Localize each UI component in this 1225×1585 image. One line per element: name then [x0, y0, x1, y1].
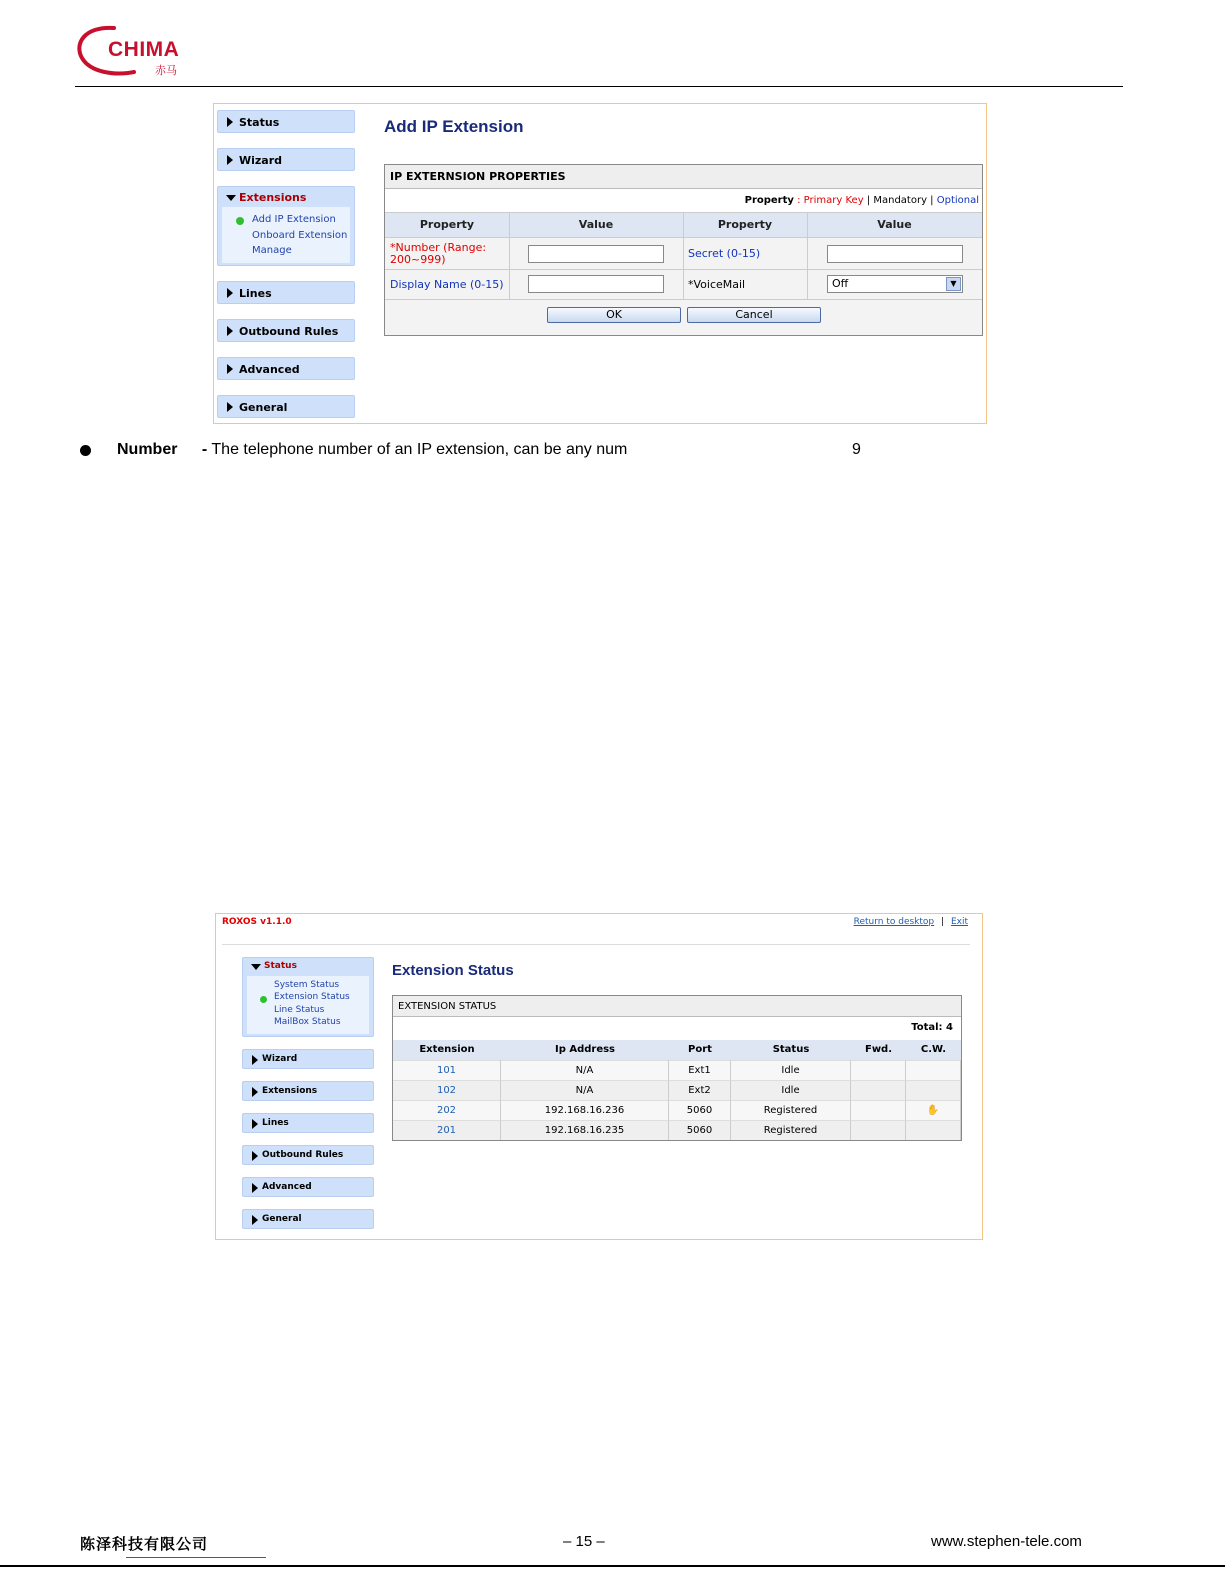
nav-outbound-rules-label: Outbound Rules [239, 325, 339, 338]
logo-text: CHIMA [108, 38, 180, 61]
column-header: Ip Address [501, 1040, 669, 1060]
nav-lines-label: Lines [239, 287, 272, 300]
voicemail-label: *VoiceMail [683, 270, 807, 299]
secret-label: Secret (0-15) [683, 238, 807, 269]
nav-advanced-label: Advanced [239, 363, 300, 376]
expand-arrow-icon [227, 288, 233, 298]
nav-status [242, 957, 374, 1037]
legend-separator: | [863, 195, 874, 206]
extension-status-table [392, 995, 962, 1141]
voicemail-select[interactable] [827, 275, 963, 293]
extension-link[interactable]: 201 [393, 1120, 501, 1140]
table-cell: N/A [501, 1060, 669, 1080]
nav-outbound-rules[interactable] [242, 1145, 374, 1165]
nav-lines[interactable] [217, 281, 355, 304]
legend-optional: Optional [936, 195, 979, 206]
table-cell: Ext2 [669, 1080, 731, 1100]
column-header: Property [683, 213, 807, 237]
nav-outbound-rules-label: Outbound Rules [262, 1150, 344, 1160]
ip-extension-properties-table [384, 164, 983, 336]
legend [745, 195, 979, 206]
nav-advanced[interactable] [242, 1177, 374, 1197]
nav-extensions-submenu [222, 207, 350, 263]
page-title: Add IP Extension [384, 117, 524, 136]
nav-wizard[interactable] [242, 1049, 374, 1069]
collapse-arrow-icon [251, 964, 261, 970]
divider [385, 237, 982, 238]
nav-status[interactable] [217, 110, 355, 133]
collapse-arrow-icon [226, 195, 236, 201]
column-header: Status [731, 1040, 851, 1060]
voicemail-selected-value: Off [832, 277, 849, 290]
table-title: IP EXTERNSION PROPERTIES [385, 165, 982, 189]
expand-arrow-icon [252, 1183, 258, 1193]
column-header: Fwd. [851, 1040, 906, 1060]
ok-button[interactable]: OK [547, 307, 681, 323]
nav-general-label: General [262, 1214, 302, 1224]
nav-advanced-label: Advanced [262, 1182, 312, 1192]
nav-wizard[interactable] [217, 148, 355, 171]
divider [509, 213, 510, 299]
column-header: Value [509, 213, 683, 237]
table-cell [906, 1080, 961, 1100]
table-cell: 5060 [669, 1100, 731, 1120]
legend-property: Property [744, 195, 794, 206]
table-cell [851, 1120, 906, 1140]
nav-general-label: General [239, 401, 288, 414]
extension-link[interactable]: 202 [393, 1100, 501, 1120]
number-description [117, 441, 627, 459]
nav-lines-label: Lines [262, 1118, 289, 1128]
table-cell: Registered [731, 1100, 851, 1120]
expand-arrow-icon [252, 1151, 258, 1161]
hand-icon: ✋ [906, 1100, 961, 1120]
nav-system-status[interactable]: System Status [274, 980, 340, 990]
column-header: Property [385, 213, 509, 237]
table-cell [906, 1060, 961, 1080]
footer-company: 陈泽科技有限公司 [80, 1535, 209, 1553]
legend-separator: | [926, 195, 937, 206]
chevron-down-icon[interactable]: ▼ [946, 277, 961, 291]
table-cell [906, 1120, 961, 1140]
nav-status-label: Status [239, 116, 280, 129]
nav-advanced[interactable] [217, 357, 355, 380]
active-dot-icon [260, 996, 267, 1003]
brand-label: ROXOS v1.1.0 [222, 917, 292, 927]
nav-extensions-label[interactable]: Extensions [239, 191, 307, 204]
nav-general[interactable] [242, 1209, 374, 1229]
link-separator: | [941, 917, 945, 927]
nav-general[interactable] [217, 395, 355, 418]
table-cell [851, 1080, 906, 1100]
column-header: Value [807, 213, 982, 237]
table-cell: 192.168.16.236 [501, 1100, 669, 1120]
table-cell [851, 1060, 906, 1080]
top-divider [222, 944, 970, 945]
number-label: *Number (Range: 200~999) [385, 238, 509, 269]
display-name-input[interactable] [528, 275, 664, 293]
add-ip-extension-screenshot [213, 103, 987, 424]
button-row [385, 300, 982, 335]
nav-onboard-extension[interactable]: Onboard Extension [252, 230, 348, 241]
table-cell: Ext1 [669, 1060, 731, 1080]
nav-outbound-rules[interactable] [217, 319, 355, 342]
nav-wizard-label: Wizard [239, 154, 283, 167]
table-cell: 192.168.16.235 [501, 1120, 669, 1140]
extension-status-screenshot [215, 913, 983, 1240]
divider [683, 213, 684, 299]
expand-arrow-icon [252, 1087, 258, 1097]
table-cell: Registered [731, 1120, 851, 1140]
expand-arrow-icon [227, 155, 233, 165]
nav-line-status[interactable]: Line Status [274, 1005, 325, 1015]
term-dash: - [201, 441, 208, 458]
expand-arrow-icon [227, 364, 233, 374]
return-to-desktop-link[interactable]: Return to desktop [853, 917, 935, 927]
extension-link[interactable]: 102 [393, 1080, 501, 1100]
column-header: C.W. [906, 1040, 961, 1060]
nav-extension-status[interactable]: Extension Status [274, 992, 350, 1002]
legend-colon: : [793, 195, 804, 206]
secret-input[interactable] [827, 245, 963, 263]
total-count: Total: 4 [911, 1022, 953, 1033]
display-name-label: Display Name (0-15) [385, 270, 509, 299]
nav-manage[interactable]: Manage [252, 245, 292, 256]
table-cell: 5060 [669, 1120, 731, 1140]
nav-wizard-label: Wizard [262, 1054, 298, 1064]
column-header: Extension [393, 1040, 501, 1060]
table-cell: N/A [501, 1080, 669, 1100]
legend-mandatory: Mandatory [873, 195, 927, 206]
page-title: Extension Status [392, 962, 514, 979]
column-header: Port [669, 1040, 731, 1060]
nav-add-ip-extension[interactable]: Add IP Extension [252, 214, 336, 225]
footer-divider [0, 1565, 1225, 1567]
description-text: The telephone number of an IP extension, can be any num [211, 441, 628, 458]
divider [385, 269, 982, 270]
extension-link[interactable]: 101 [393, 1060, 501, 1080]
divider [807, 213, 808, 299]
legend-primary-key: Primary Key [803, 195, 864, 206]
nav-status-label[interactable]: Status [264, 961, 297, 971]
expand-arrow-icon [252, 1119, 258, 1129]
description-trailing: 9 [852, 441, 861, 458]
nav-extensions-label: Extensions [262, 1086, 318, 1096]
number-input[interactable] [528, 245, 664, 263]
bullet-icon [80, 445, 91, 456]
expand-arrow-icon [252, 1055, 258, 1065]
footer-link-underline [126, 1557, 266, 1558]
active-dot-icon [236, 217, 244, 225]
cancel-button[interactable]: Cancel [687, 307, 821, 323]
footer-website: www.stephen-tele.com [931, 1533, 1082, 1550]
expand-arrow-icon [227, 402, 233, 412]
nav-mailbox-status[interactable]: MailBox Status [274, 1017, 341, 1027]
table-title: EXTENSION STATUS [393, 996, 961, 1017]
table-cell: Idle [731, 1060, 851, 1080]
page-number: – 15 – [563, 1533, 605, 1550]
nav-extensions[interactable] [242, 1081, 374, 1101]
nav-lines[interactable] [242, 1113, 374, 1133]
nav-extensions [217, 186, 355, 266]
table-cell [851, 1100, 906, 1120]
top-links [854, 917, 968, 927]
expand-arrow-icon [227, 326, 233, 336]
expand-arrow-icon [252, 1215, 258, 1225]
table-cell: Idle [731, 1080, 851, 1100]
exit-link[interactable]: Exit [950, 917, 968, 927]
nav-status-submenu [247, 976, 369, 1034]
term-number: Number [117, 441, 178, 458]
header-divider [75, 86, 1123, 87]
logo-cn-text: 赤马 [155, 64, 177, 77]
expand-arrow-icon [227, 117, 233, 127]
